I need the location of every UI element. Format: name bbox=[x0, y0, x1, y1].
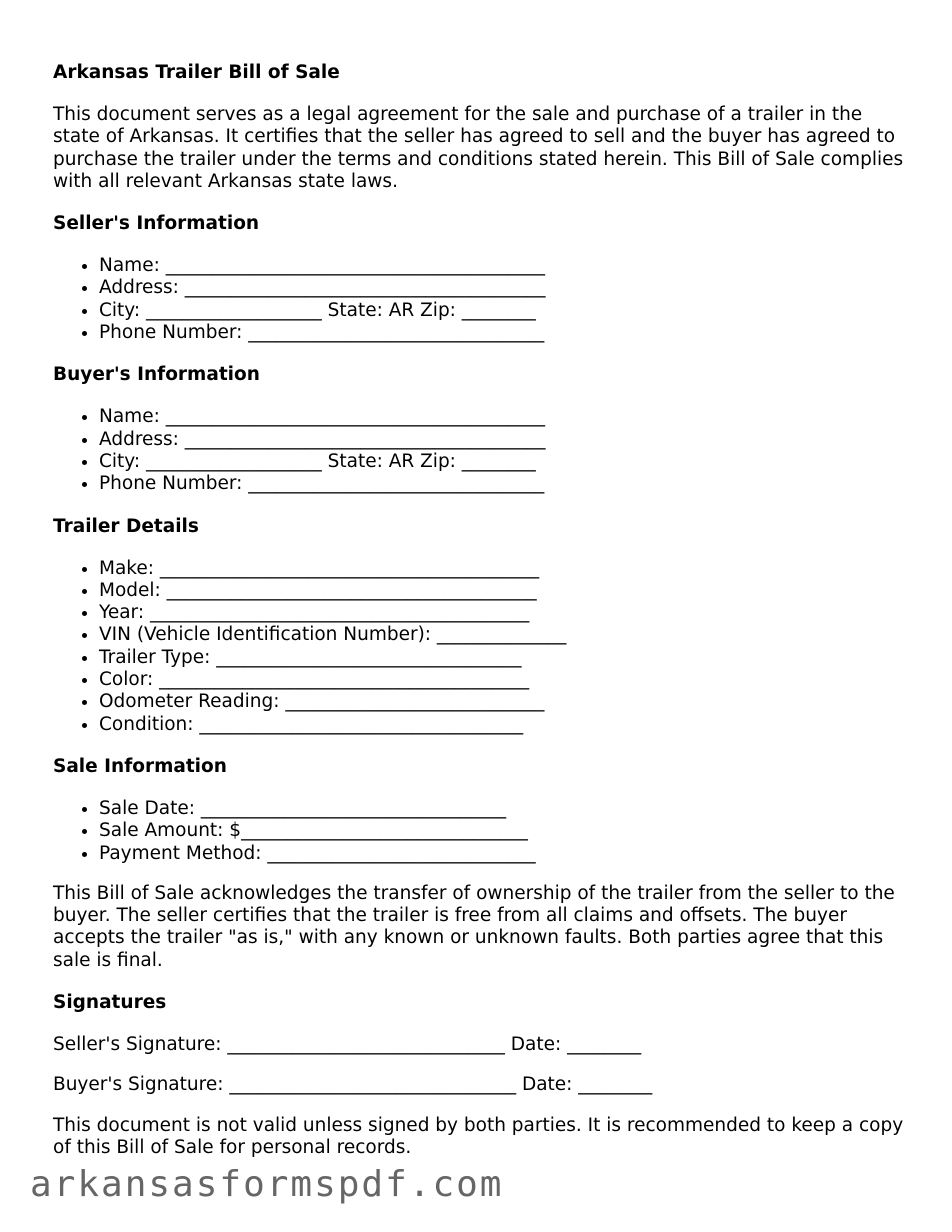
signatures-heading: Signatures bbox=[53, 992, 167, 1014]
seller-address-field[interactable]: • Address: _______________________________________ bbox=[99, 277, 913, 299]
buyer-signature-line[interactable]: Buyer's Signature: _______________________________ Date: ________ bbox=[53, 1074, 653, 1096]
site-watermark: arkansasformspdf.com bbox=[30, 1164, 504, 1205]
trailer-year-field[interactable]: • Year: _________________________________________ bbox=[99, 602, 913, 624]
sale-date-field[interactable]: • Sale Date: _________________________________ bbox=[99, 798, 913, 820]
sale-amount-field[interactable]: • Sale Amount: $_______________________________ bbox=[99, 820, 913, 842]
buyer-fields bbox=[53, 406, 913, 495]
payment-method-field[interactable]: • Payment Method: _____________________________ bbox=[99, 843, 913, 865]
seller-city-state-zip-field[interactable]: • City: ___________________ State: AR Zip: ________ bbox=[99, 300, 913, 322]
trailer-heading: Trailer Details bbox=[53, 515, 199, 537]
buyer-name-field[interactable]: • Name: _________________________________________ bbox=[99, 406, 913, 428]
document-page bbox=[53, 60, 913, 1177]
trailer-fields bbox=[53, 558, 913, 736]
trailer-type-field[interactable]: • Trailer Type: _________________________________ bbox=[99, 647, 913, 669]
trailer-vin-field[interactable]: • VIN (Vehicle Identification Number): ______________ bbox=[99, 624, 913, 646]
sale-fields bbox=[53, 798, 913, 865]
closing-paragraph: This document is not valid unless signed by both parties. It is recommended to keep a copy of this Bill of Sale for personal records. bbox=[53, 1114, 904, 1158]
trailer-make-field[interactable]: • Make: _________________________________________ bbox=[99, 558, 913, 580]
trailer-condition-field[interactable]: • Condition: ___________________________________ bbox=[99, 714, 913, 736]
intro-paragraph: This document serves as a legal agreement for the sale and purchase of a trailer in the state of Arkansas. It certifies that the seller has agreed to sell and the buyer has agreed to purchase the trailer under the terms and conditions stated herein. This Bill of Sale complies with all relevant Arkansas state laws. bbox=[53, 104, 904, 192]
buyer-address-field[interactable]: • Address: _______________________________________ bbox=[99, 429, 913, 451]
seller-name-field[interactable]: • Name: _________________________________________ bbox=[99, 255, 913, 277]
seller-phone-field[interactable]: • Phone Number: ________________________________ bbox=[99, 322, 913, 344]
seller-fields bbox=[53, 255, 913, 344]
seller-heading: Seller's Information bbox=[53, 213, 260, 235]
trailer-odometer-field[interactable]: • Odometer Reading: ____________________________ bbox=[99, 691, 913, 713]
sale-heading: Sale Information bbox=[53, 755, 227, 777]
seller-signature-line[interactable]: Seller's Signature: ______________________________ Date: ________ bbox=[53, 1034, 642, 1056]
document-title: Arkansas Trailer Bill of Sale bbox=[53, 62, 340, 83]
acknowledgement-paragraph: This Bill of Sale acknowledges the transfer of ownership of the trailer from the seller to the buyer. The seller certifies that the trailer is free from all claims and offsets. The buyer accepts the trailer "as is," with any known or unknown faults. Both parties agree that this sale is final. bbox=[53, 882, 895, 971]
buyer-heading: Buyer's Information bbox=[53, 364, 260, 386]
trailer-model-field[interactable]: • Model: ________________________________________ bbox=[99, 580, 913, 602]
buyer-city-state-zip-field[interactable]: • City: ___________________ State: AR Zip: ________ bbox=[99, 451, 913, 473]
buyer-phone-field[interactable]: • Phone Number: ________________________________ bbox=[99, 473, 913, 495]
trailer-color-field[interactable]: • Color: ________________________________________ bbox=[99, 669, 913, 691]
